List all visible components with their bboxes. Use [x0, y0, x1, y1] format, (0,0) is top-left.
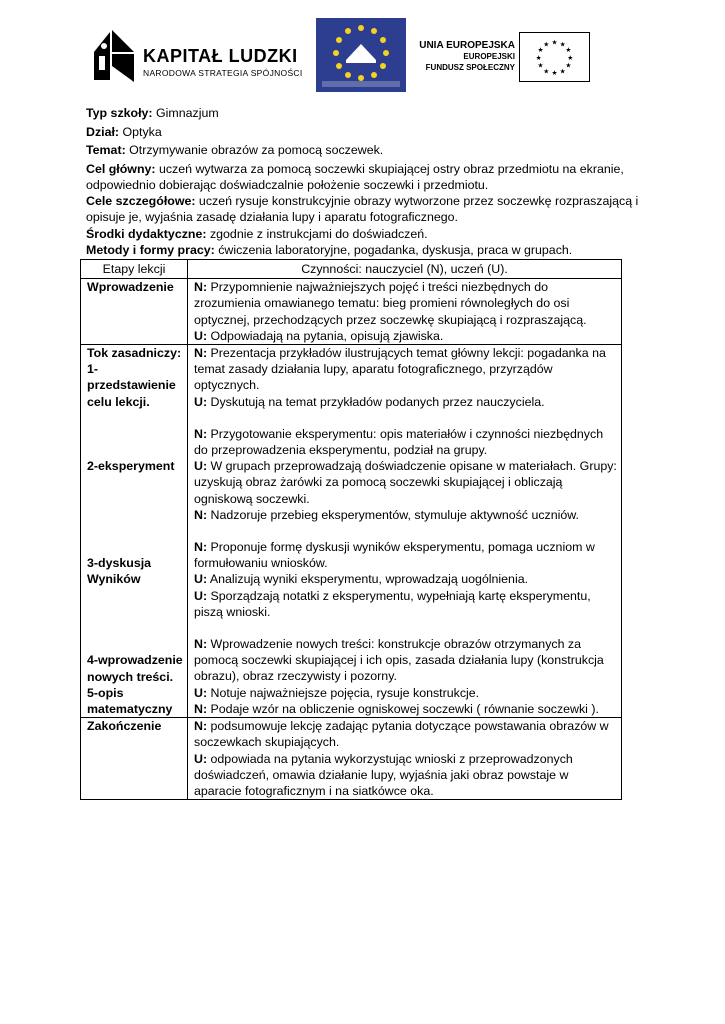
activity-item: N: Wprowadzenie nowych treści: konstrukcje obrazów otrzymanych za pomocą soczewki skupiającej i ich opis, zasada działania lupy (konstrukcja obrazu), obraz rzeczywisty i pozorny.	[194, 637, 604, 684]
detailed-goals: Cele szczegółowe: uczeń rysuje konstrukcyjnie obrazy wytworzone przez soczewkę rozpraszającą i opisuje je, wyjaśnia zasadę działania lupy i aparatu fotograficznego.	[86, 194, 639, 225]
activity-item: N: Prezentacja przykładów ilustrujących temat główny lekcji: pogadanka na temat zasady działania lupy, aparatu fotograficznego, przyrządów optycznych.	[194, 346, 606, 393]
eu-label-line2: EUROPEJSKI	[463, 52, 515, 61]
table-header-row	[81, 260, 622, 279]
svg-text:★: ★	[543, 40, 550, 49]
activity-item: N: podsumowuje lekcję zadając pytania dotyczące powstawania obrazów w soczewkach skupiających.	[194, 719, 609, 750]
eu-label-line3: FUNDUSZ SPOŁECZNY	[425, 63, 515, 72]
svg-text:★: ★	[535, 53, 542, 62]
svg-text:★: ★	[543, 67, 550, 76]
activity-item: N: Proponuje formę dyskusji wyników eksperymentu, pomaga uczniom w formułowaniu wniosków.	[194, 540, 595, 571]
stage-cell: Wprowadzenie	[81, 279, 188, 345]
methods: Metody i formy pracy: ćwiczenia laboratoryjne, pogadanka, dyskusja, praca w grupach.	[86, 242, 573, 257]
eu-flag-icon	[519, 32, 590, 82]
activity-item: N: Przypomnienie najważniejszych pojęć i treści niezbędnych do zrozumienia omawianego tematu: bieg promieni równoległych do osi optycznej, przechodzących przez soczewkę skupiającą i rozpraszającą.	[194, 280, 587, 327]
svg-text:★: ★	[551, 69, 558, 78]
column-header-activities: Czynności: nauczyciel (N), uczeń (U).	[188, 260, 622, 279]
activity-item: N: Przygotowanie eksperymentu: opis materiałów i czynności niezbędnych do przeprowadzenia eksperymentu, podział na grupy.	[194, 426, 604, 458]
kapital-ludzki-title: KAPITAŁ LUDZKI	[143, 46, 298, 66]
svg-text:★: ★	[551, 38, 558, 47]
activity-item: U: Notuje najważniejsze pojęcia, rysuje konstrukcje.	[194, 685, 480, 700]
activity-item: U: odpowiada na pytania wykorzystując wnioski z przeprowadzonych doświadczeń, omawia działanie lupy, wyjaśnia jaki obraz powstaje w aparacie fotograficznym i na siatkówce oka.	[194, 751, 573, 799]
kapital-ludzki-subtitle: NARODOWA STRATEGIA SPÓJNOŚCI	[143, 68, 303, 78]
stage-cell: Tok zasadniczy: 1-przedstawienie celu lekcji. 2-eksperyment 3-dyskusja Wyników 4-wprowadzenie nowych treści. 5-opis matematyczny	[81, 345, 188, 718]
page-header	[0, 0, 725, 100]
activity-item: U: Sporządzają notatki z eksperymentu, wypełniają kartę eksperymentu, piszą wnioski.	[194, 588, 591, 619]
table-row	[81, 345, 622, 718]
section: Dział: Optyka	[86, 124, 162, 139]
kapital-ludzki-logo-icon	[90, 22, 138, 90]
main-goal: Cel główny: uczeń wytwarza za pomocą soczewki skupiającej ostry obraz przedmiotu na ekranie, odpowiednio dobierając doświadczalnie położenie soczewki i przedmiotu.	[86, 161, 624, 192]
lesson-info	[86, 105, 646, 258]
activity-item: U: Dyskutują na temat przykładów podanych przez nauczyciela.	[194, 394, 545, 409]
activity-item: U: W grupach przeprowadzają doświadczenie opisane w materiałach. Grupy: uzyskują obraz żarówki za pomocą soczewki skupiającej i obliczają ogniskową soczewki.	[194, 459, 617, 506]
svg-text:★: ★	[537, 46, 544, 55]
svg-text:★: ★	[565, 46, 572, 55]
table-row	[81, 279, 622, 345]
activity-cell	[188, 345, 622, 718]
activity-item: N: Nadzoruje przebieg eksperymentów, stymuluje aktywność uczniów.	[194, 507, 579, 522]
svg-text:★: ★	[537, 61, 544, 70]
activity-item: U: Analizują wyniki eksperymentu, wprowadzają uogólnienia.	[194, 572, 529, 587]
svg-text:★: ★	[567, 53, 574, 62]
teaching-aids: Środki dydaktyczne: zgodnie z instrukcjami do doświadczeń.	[86, 226, 428, 241]
svg-text:★: ★	[559, 67, 566, 76]
stage-cell: Zakończenie	[81, 718, 188, 800]
activity-item: U: Odpowiadają na pytania, opisują zjawiska.	[194, 328, 444, 343]
eu-label	[415, 40, 515, 73]
svg-text:★: ★	[559, 40, 566, 49]
lesson-plan-table	[80, 259, 622, 800]
activity-cell	[188, 718, 622, 800]
nsrs-emblem-icon	[316, 18, 406, 92]
eu-label-line1: UNIA EUROPEJSKA	[419, 40, 515, 51]
school-type: Typ szkoły: Gimnazjum	[86, 106, 219, 120]
table-row	[81, 718, 622, 800]
activity-cell	[188, 279, 622, 345]
column-header-stages: Etapy lekcji	[81, 260, 188, 279]
topic: Temat: Otrzymywanie obrazów za pomocą soczewek.	[86, 143, 384, 158]
svg-text:★: ★	[565, 61, 572, 70]
activity-item: N: Podaje wzór na obliczenie ogniskowej soczewki ( równanie soczewki ).	[194, 701, 599, 716]
